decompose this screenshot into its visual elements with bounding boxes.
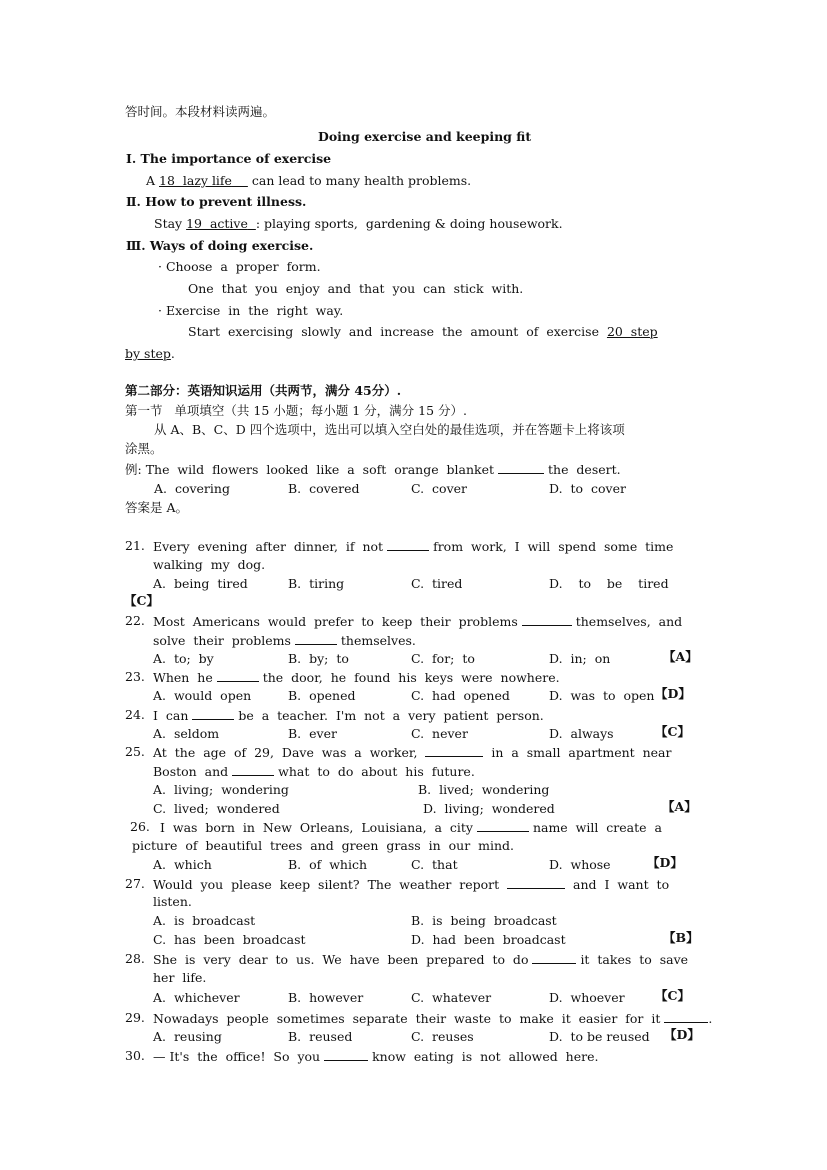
question-28-option-a: A. whichever (153, 990, 240, 1005)
question-23-option-d: D. was to open (549, 688, 655, 703)
question-number: 30. (125, 1048, 145, 1063)
question-26-option-b: B. of which (288, 857, 368, 872)
question-25-line-2: Boston and what to do about his future. (153, 764, 475, 779)
example-answer: 答案是 A。 (125, 500, 189, 515)
question-29-answer: 【D】 (664, 1027, 700, 1042)
question-number: 25. (125, 744, 145, 759)
question-27-option-a: A. is broadcast (153, 913, 256, 928)
question-25-option-a: A. living; wondering (153, 782, 289, 797)
outline-section-2-line (154, 216, 563, 232)
question-28-option-b: B. however (288, 990, 364, 1005)
outline-bullet-1-detail: One that you enjoy and that you can stick with. (188, 281, 524, 296)
question-29-option-b: B. reused (288, 1029, 353, 1044)
intro-tail: 答时间。本段材料读两遍。 (125, 104, 276, 119)
section-1-heading: 第一节 单项填空（共 15 小题；每小题 1 分，满分 15 分）. (125, 403, 467, 418)
question-27-option-b: B. is being broadcast (411, 913, 557, 928)
blank-line (522, 613, 572, 626)
question-28-option-d: D. whoever (549, 990, 625, 1005)
question-22-option-a: A. to; by (153, 651, 214, 666)
question-28-option-c: C. whatever (411, 990, 492, 1005)
question-27-option-c: C. has been broadcast (153, 932, 306, 947)
blank-line (532, 951, 576, 964)
question-number: 22. (125, 613, 145, 628)
question-22-option-d: D. in; on (549, 651, 611, 666)
question-30-line-1: — It's the office! So you know eating is not allowed here. (153, 1049, 599, 1064)
question-number: 26. (130, 819, 150, 834)
answer-blank-20a: 20 step (606, 324, 658, 339)
question-26-answer: 【D】 (647, 855, 683, 870)
question-21-option-b: B. tiring (288, 576, 345, 591)
question-26-option-a: A. which (153, 857, 212, 872)
outline-bullet-2: · Exercise in the right way. (158, 303, 344, 318)
question-number: 28. (125, 951, 145, 966)
question-number: 24. (125, 707, 145, 722)
outline-section-3-heading: Ⅲ. Ways of doing exercise. (126, 238, 314, 253)
question-24-option-c: C. never (411, 726, 468, 741)
question-26-line-1: I was born in New Orleans, Louisiana, a city name will create a (160, 820, 662, 835)
outline-section-1-line (146, 173, 471, 189)
example-option-b: B. covered (288, 481, 360, 496)
question-21-option-a: A. being tired (153, 576, 248, 591)
question-22-answer: 【A】 (663, 649, 698, 664)
question-29-option-c: C. reuses (411, 1029, 474, 1044)
question-24-option-a: A. seldom (153, 726, 220, 741)
outline-section-1-heading: Ⅰ. The importance of exercise (126, 151, 332, 166)
outline-bullet-2-continued: by step. (125, 346, 175, 361)
question-27-line-1: Would you please keep silent? The weather report and I want to (153, 877, 670, 892)
question-28-line-1: She is very dear to us. We have been prepared to do it takes to save (153, 952, 689, 967)
question-23-option-b: B. opened (288, 688, 356, 703)
question-21-line-2: walking my dog. (153, 557, 266, 572)
question-25-answer: 【A】 (662, 799, 697, 814)
outline-section-2-heading: Ⅱ. How to prevent illness. (126, 194, 307, 209)
question-24-option-d: D. always (549, 726, 614, 741)
question-number: 29. (125, 1010, 145, 1025)
example-label: 例: (125, 462, 142, 477)
outline-bullet-1: · Choose a proper form. (158, 259, 321, 274)
question-29-option-d: D. to be reused (549, 1029, 650, 1044)
outline-title: Doing exercise and keeping fit (318, 129, 532, 144)
question-27-option-d: D. had been broadcast (411, 932, 566, 947)
blank-line (295, 632, 337, 645)
blank-line (664, 1010, 708, 1023)
question-23-answer: 【D】 (655, 686, 691, 701)
question-27-answer: 【B】 (663, 930, 699, 945)
question-26-line-2: picture of beautiful trees and green grass in our mind. (132, 838, 514, 853)
instruction-line-1: 从 A、B、C、D 四个选项中，选出可以填入空白处的最佳选项，并在答题卡上将该项 (154, 422, 625, 437)
question-23-option-a: A. would open (153, 688, 252, 703)
question-25-option-d: D. living; wondered (423, 801, 555, 816)
example-option-c: C. cover (411, 481, 467, 496)
blank-line (507, 876, 565, 889)
question-29-line-1: Nowadays people sometimes separate their waste to make it easier for it . (153, 1011, 713, 1026)
blank-line (477, 819, 529, 832)
question-22-line-2: solve their problems themselves. (153, 633, 416, 648)
blank-line (425, 744, 483, 757)
question-23-option-c: C. had opened (411, 688, 510, 703)
question-21-line-1: Every evening after dinner, if not from work, I will spend some time (153, 539, 674, 554)
question-28-answer: 【C】 (655, 988, 690, 1003)
answer-blank-20b: by step (125, 346, 171, 361)
question-21-option-d: D. to be tired (549, 576, 669, 591)
question-22-line-1: Most Americans would prefer to keep their problems themselves, and (153, 614, 683, 629)
outline-section-1-rest: can lead to many health problems. (251, 173, 472, 188)
part-2-heading: 第二部分：英语知识运用（共两节，满分 45分）. (125, 383, 402, 398)
question-21-option-c: C. tired (411, 576, 463, 591)
blank-line (192, 707, 234, 720)
outline-stay-word: Stay (154, 216, 183, 231)
outline-section-2-rest: : playing sports, gardening & doing housework. (255, 216, 563, 231)
question-26-option-c: C. that (411, 857, 458, 872)
blank-line (387, 538, 429, 551)
instruction-line-2: 涂黑。 (125, 441, 163, 456)
question-24-line-1: I can be a teacher. I'm not a very patient person. (153, 708, 544, 723)
question-number: 23. (125, 669, 145, 684)
question-24-answer: 【C】 (655, 724, 690, 739)
outline-bullet-2-text: Start exercising slowly and increase the amount of exercise (188, 324, 599, 339)
outline-article: A (146, 173, 156, 188)
example-question: 例: The wild flowers looked like a soft orange blanket the desert. (125, 462, 621, 477)
blank-line (498, 461, 544, 474)
question-25-line-1: At the age of 29, Dave was a worker, in a small apartment near (153, 745, 672, 760)
question-29-option-a: A. reusing (153, 1029, 222, 1044)
example-option-d: D. to cover (549, 481, 626, 496)
question-21-answer: 【C】 (124, 593, 159, 608)
question-24-option-b: B. ever (288, 726, 337, 741)
question-25-option-b: B. lived; wondering (418, 782, 550, 797)
question-23-line-1: When he the door, he found his keys were nowhere. (153, 670, 560, 685)
answer-blank-19: 19 active (186, 216, 248, 231)
question-number: 21. (125, 538, 145, 553)
question-number: 27. (125, 876, 145, 891)
question-28-line-2: her life. (153, 970, 207, 985)
question-26-option-d: D. whose (549, 857, 611, 872)
question-22-option-b: B. by; to (288, 651, 349, 666)
question-25-option-c: C. lived; wondered (153, 801, 280, 816)
blank-line (324, 1048, 368, 1061)
blank-line (232, 763, 274, 776)
question-22-option-c: C. for; to (411, 651, 475, 666)
answer-blank-18: 18 lazy life (159, 173, 232, 188)
outline-bullet-2-detail (188, 324, 658, 340)
question-27-line-2: listen. (153, 894, 192, 909)
blank-line (217, 669, 259, 682)
example-option-a: A. covering (154, 481, 230, 496)
